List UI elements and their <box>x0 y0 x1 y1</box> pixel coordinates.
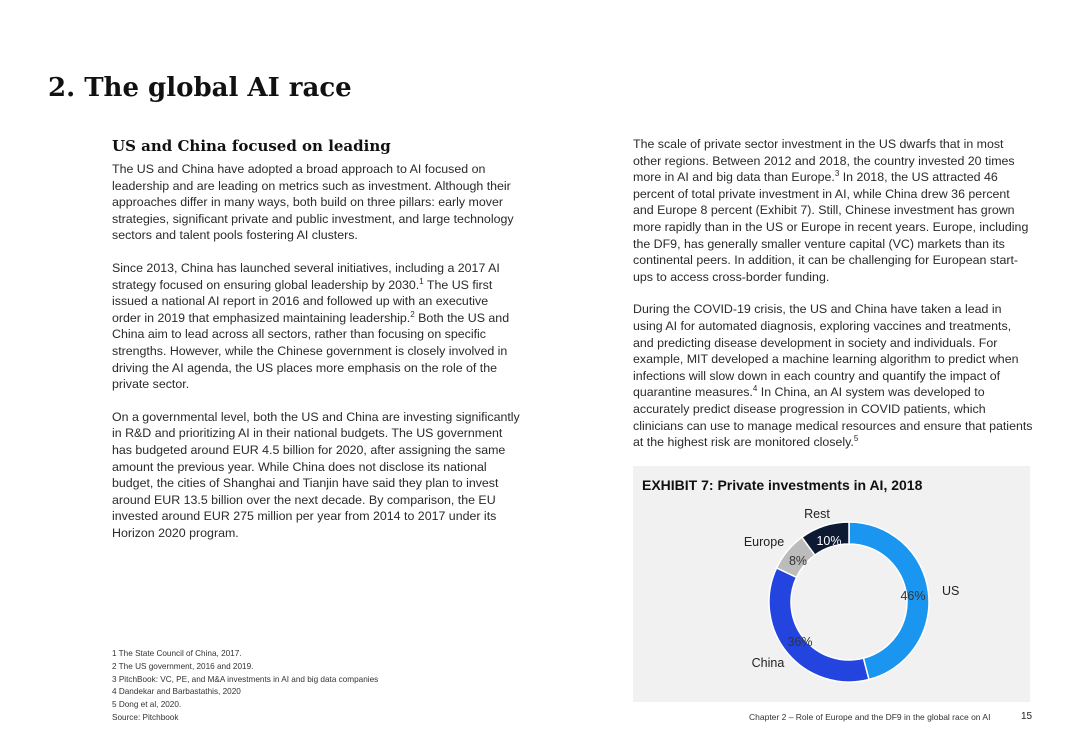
footnote-ref[interactable]: 5 <box>853 433 859 443</box>
footnote: 2 The US government, 2016 and 2019. <box>112 661 254 671</box>
data-label-china: 36% <box>787 635 813 649</box>
paragraph: The US and China have adopted a broad approach to AI focused on leadership and are leading on metrics such as investment. Although their approaches differ in many ways, both build on three pillars: early mover strategies, significant private and public investment, and large technology sectors and talent pools fostering AI clusters. <box>112 162 514 243</box>
category-label-europe: Europe <box>743 535 785 549</box>
exhibit-panel <box>633 466 1030 702</box>
footnotes <box>112 648 472 725</box>
page-number: 15 <box>1021 711 1033 722</box>
footnote-ref[interactable]: 3 <box>834 169 840 179</box>
data-label-europe: 8% <box>788 554 808 568</box>
paragraph: The scale of private sector investment in the US dwarfs that in most other regions. Between 2012 and 2018, the country invested 20 times more in AI and big data than Europe.$^3$ In 2018, the US attracted 46 percent of total private investment in AI, while China drew 36 percent and Europe 8 percent (Exhibit 7). Still, Chinese investment has grown more rapidly than in the US or Europe in recent years. Europe, including the DF9, has generally smaller venture capital (VC) markets than its continental peers. In addition, it can be challenging for European start-ups to access cross-border funding. <box>633 137 1029 284</box>
running-footer: Chapter 2 – Role of Europe and the DF9 in the global race on AI <box>749 712 991 722</box>
paragraph: During the COVID-19 crisis, the US and China have taken a lead in using AI for automated diagnosis, exploring vaccines and treatments, and predicting disease development in society and individuals. For example, MIT developed a machine learning algorithm to predict when infections will slow down in each country and quantify the impact of quarantine measures.$^4$ In China, an AI system was developed to accurately predict disease progression in COVID patients, which clinicians can use to manage medical resources and ensure that patients at the highest risk are monitored closely.$^5$ <box>633 302 1033 450</box>
source-note: Source: Pitchbook <box>112 712 179 722</box>
left-column <box>112 161 520 541</box>
right-column <box>633 136 1033 451</box>
paragraph: Since 2013, China has launched several initiatives, including a 2017 AI strategy focused on ensuring global leadership by 2030.$^1$ The US first issued a national AI report in 2016 and followed up with an executive order in 2019 that emphasized maintaining leadership.$^2$ Both the US and China aim to lead across all sectors, rather than focusing on specific strengths. However, while the Chinese government is closely involved in driving the AI agenda, the US places more emphasis on the role of the private sector. <box>112 260 510 392</box>
category-label-us: US <box>942 584 960 598</box>
data-label-us: 46% <box>900 589 926 603</box>
category-label-rest: Rest <box>804 507 830 521</box>
paragraph: On a governmental level, both the US and China are investing significantly in R&D and prioritizing AI in their national budgets. The US government has budgeted around EUR 4.5 billion for 2020, after assigning the same amount the previous year. While China does not disclose its national budget, the cities of Shanghai and Tianjin have said they plan to invest around EUR 13.5 billion over the next decade. By comparison, the EU invested around EUR 275 million per year from 2014 to 2017 under its Horizon 2020 program. <box>112 409 520 540</box>
category-label-china: China <box>751 656 785 670</box>
footnote: 5 Dong et al, 2020. <box>112 700 182 710</box>
footnote: 3 PitchBook: VC, PE, and M&A investments in AI and big data companies <box>112 674 379 684</box>
footnote-ref[interactable]: 4 <box>752 384 758 394</box>
chapter-title: 2. The global AI race <box>48 73 352 103</box>
footnote-ref[interactable]: 2 <box>410 309 415 319</box>
section-title: US and China focused on leading <box>112 137 391 155</box>
data-label-rest: 10% <box>816 534 842 548</box>
footnote: 1 The State Council of China, 2017. <box>112 649 242 658</box>
footnote-ref[interactable]: 1 <box>419 276 424 286</box>
donut-chart <box>633 466 1030 702</box>
footnote: 4 Dandekar and Barbastathis, 2020 <box>112 687 241 697</box>
exhibit-title: EXHIBIT 7: Private investments in AI, 2018 <box>642 477 923 493</box>
